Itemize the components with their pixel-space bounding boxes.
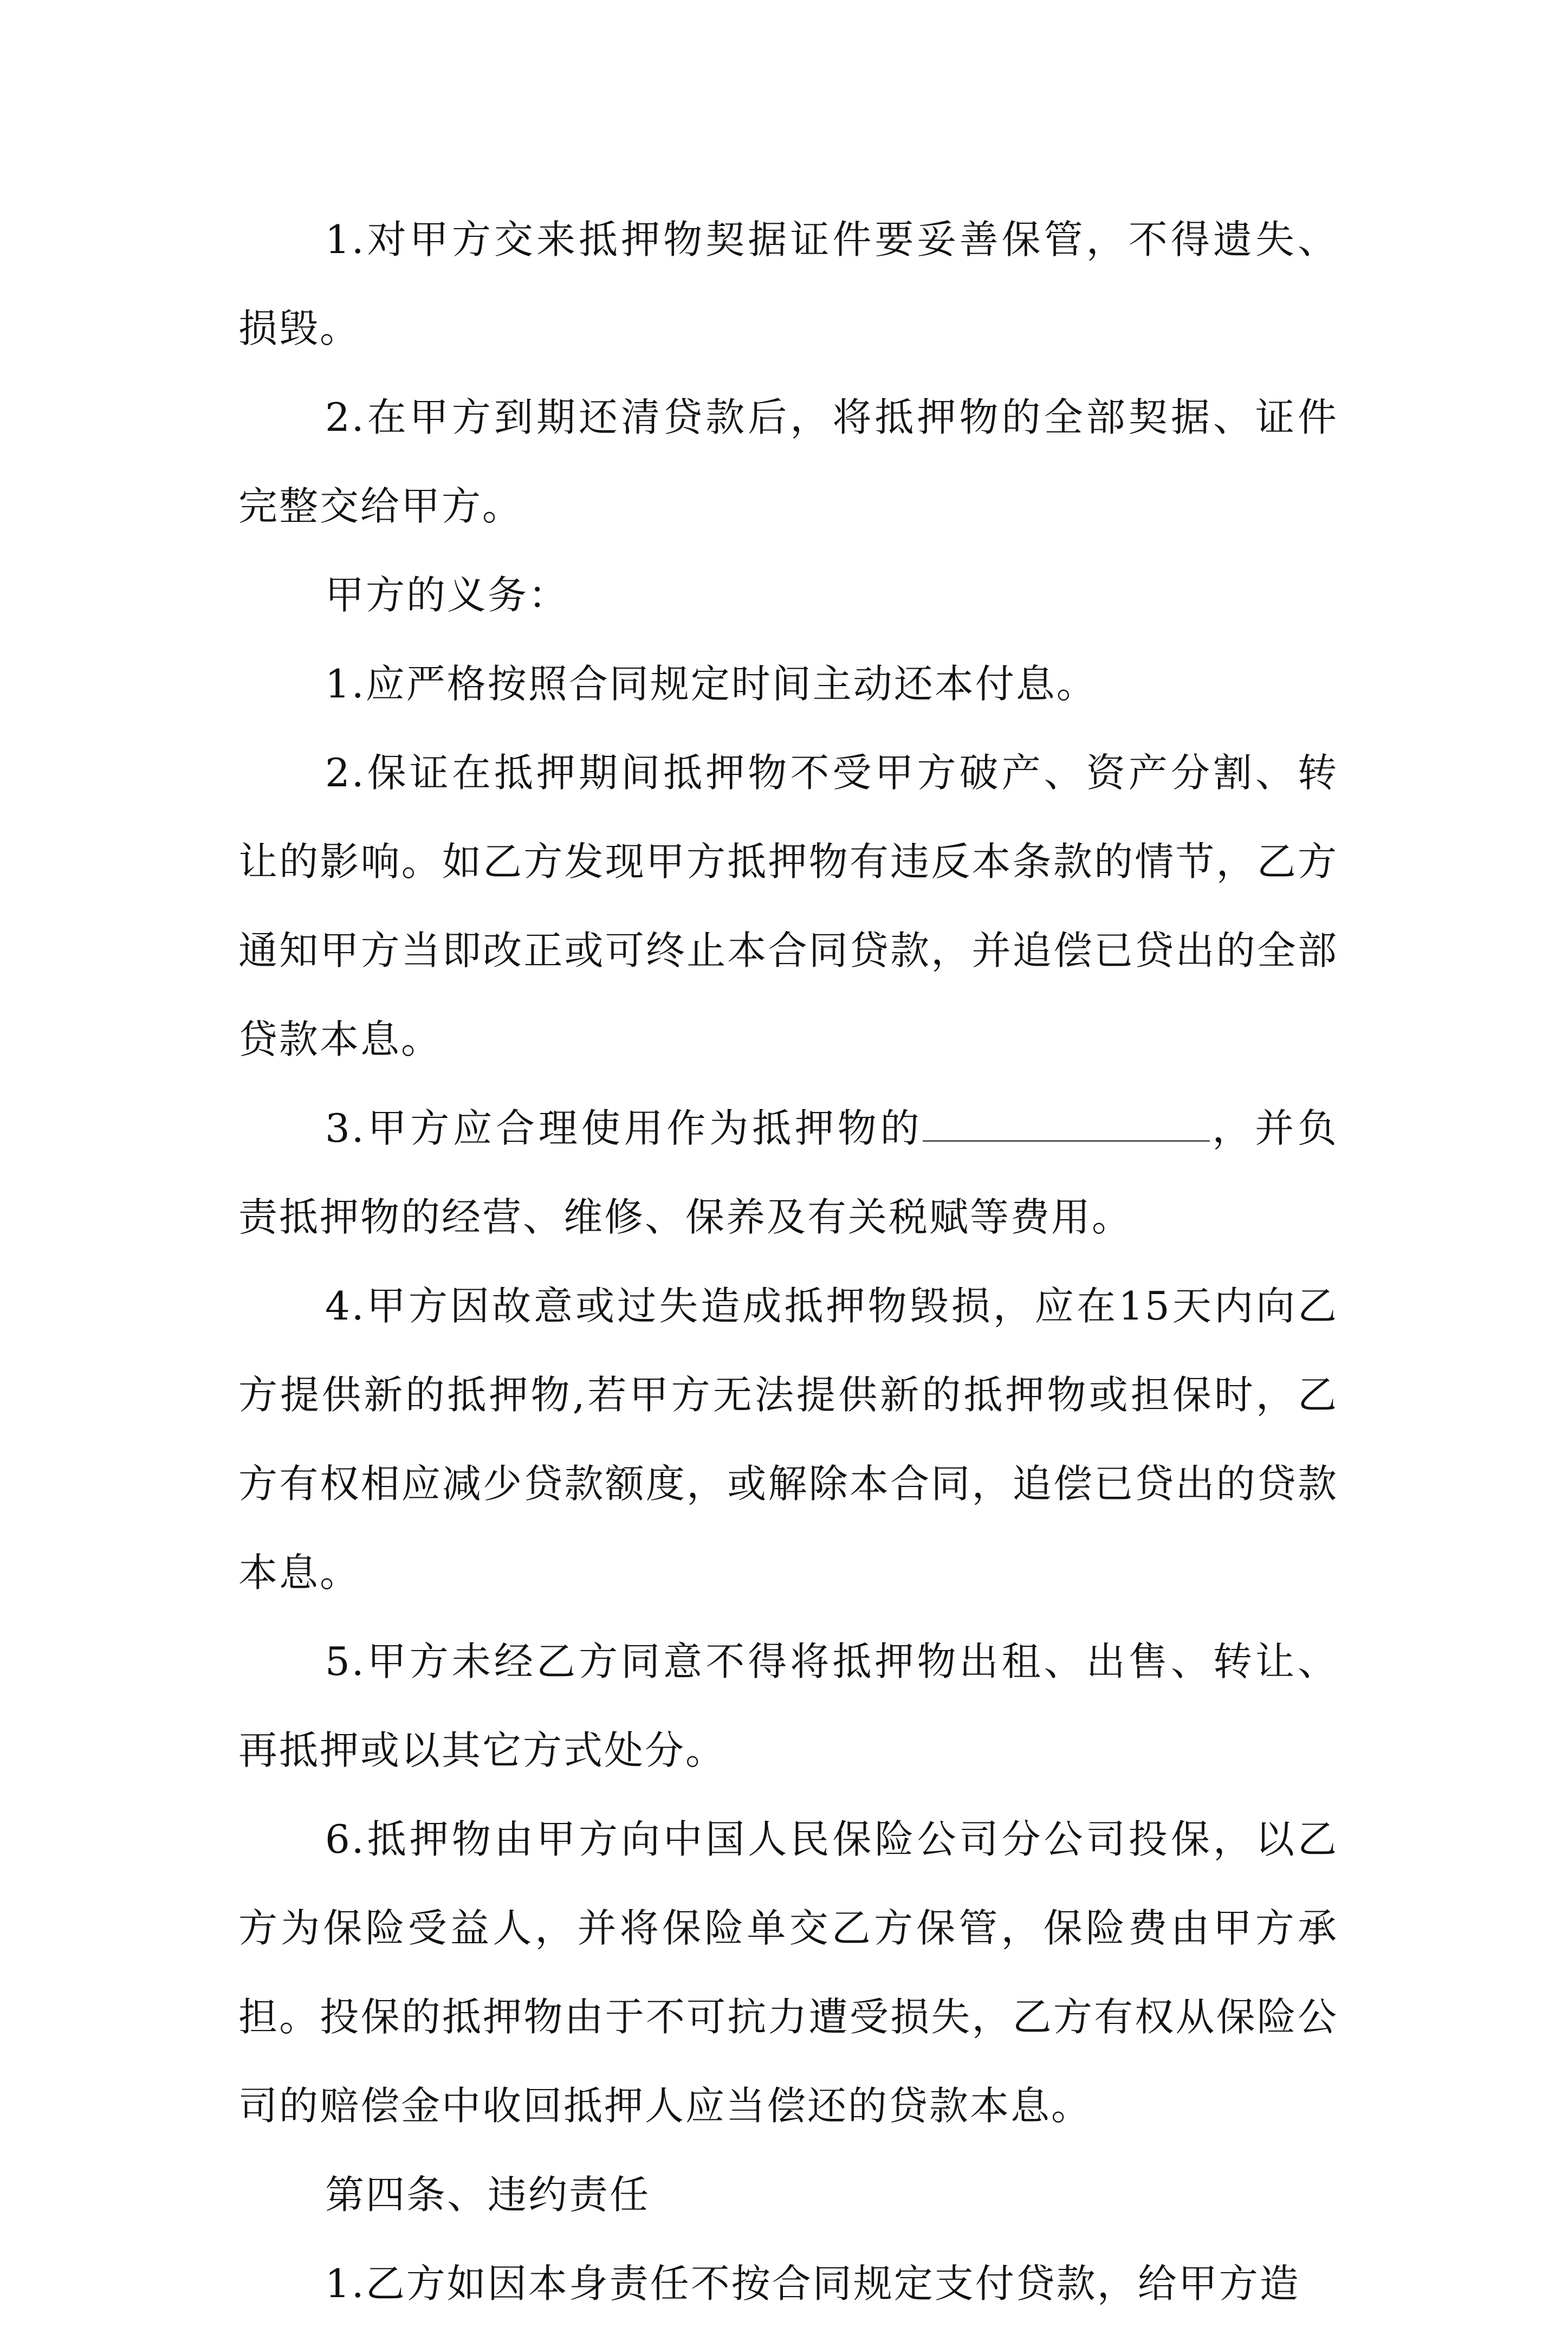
- paragraph-bankruptcy-protection: 2.保证在抵押期间抵押物不受甲方破产、资产分割、转让的影响。如乙方发现甲方抵押物有违反本条款的情节，乙方通知甲方当即改正或可终止本合同贷款，并追偿已贷出的全部贷款本息。: [238, 750, 1338, 1062]
- heading-article-four: 第四条、违约责任: [325, 2172, 651, 2217]
- fill-in-blank: [923, 1110, 1210, 1142]
- heading-party-a-obligations: 甲方的义务：: [325, 572, 569, 618]
- paragraph-safekeeping: 1.对甲方交来抵押物契据证件要妥善保管，不得遗失、损毁。: [238, 217, 1338, 351]
- paragraph-disposal: 5.甲方未经乙方同意不得将抵押物出租、出售、转让、再抵押或以其它方式处分。: [238, 1639, 1338, 1773]
- paragraph-reasonable-use: [238, 1084, 1338, 1262]
- paragraph-reasonable-use-after: ，并负责抵押物的经营、维修、保养及有关税赋等费用。: [238, 1105, 1338, 1240]
- paragraph-damage: 4.甲方因故意或过失造成抵押物毁损，应在15天内向乙方提供新的抵押物,若甲方无法提供新的抵押物或担保时，乙方有权相应减少贷款额度，或解除本合同，追偿已贷出的贷款本息。: [238, 1283, 1338, 1595]
- paragraph-reasonable-use-before: 3.甲方应合理使用作为抵押物的: [325, 1105, 923, 1151]
- paragraph-repayment: 1.应严格按照合同规定时间主动还本付息。: [325, 661, 1097, 707]
- paragraph-return-deeds: 2.在甲方到期还清贷款后，将抵押物的全部契据、证件完整交给甲方。: [238, 395, 1338, 529]
- paragraph-insurance: 6.抵押物由甲方向中国人民保险公司分公司投保，以乙方为保险受益人，并将保险单交乙方保管，保险费由甲方承担。投保的抵押物由于不可抗力遭受损失，乙方有权从保险公司的赔偿金中收回抵押人应当偿还的贷款本息。: [238, 1816, 1338, 2129]
- paragraph-breach: 1.乙方如因本身责任不按合同规定支付贷款，给甲方造: [325, 2261, 1300, 2306]
- document-body: [238, 195, 1338, 2328]
